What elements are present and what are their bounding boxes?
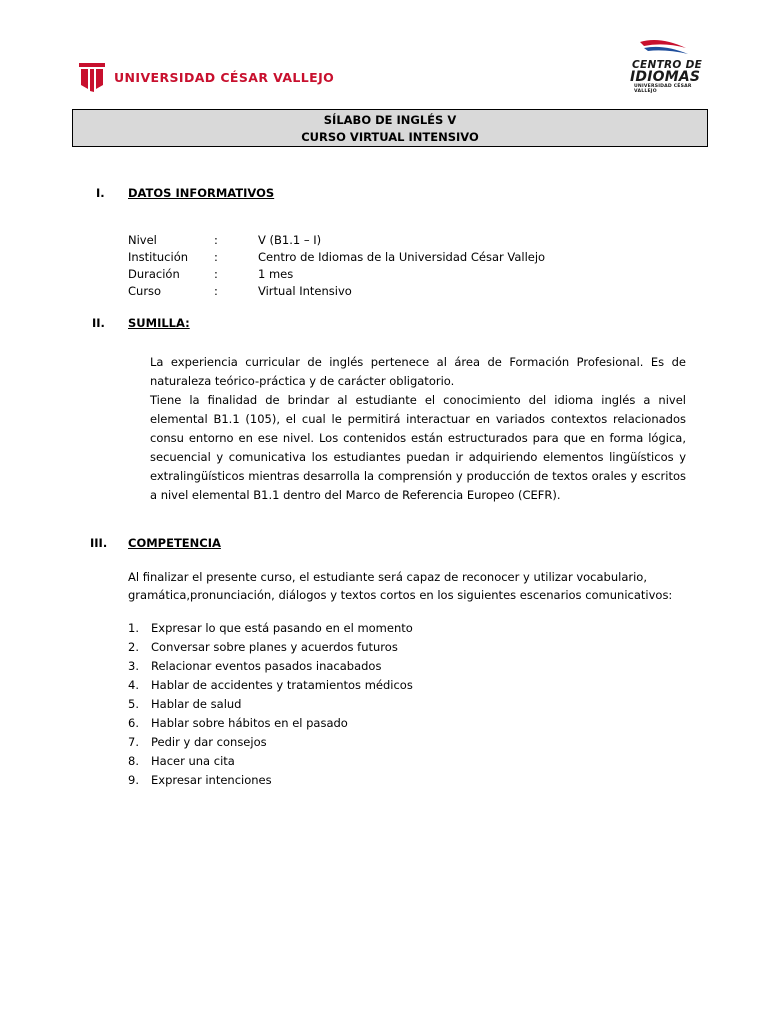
list-text: Hacer una cita [151,754,235,768]
info-colon: : [214,284,218,298]
section-number: II. [92,316,105,330]
info-value: 1 mes [258,267,294,281]
list-number: 6. [128,716,139,730]
list-text: Relacionar eventos pasados inacabados [151,659,382,673]
section-heading: DATOS INFORMATIVOS [128,186,275,200]
info-key: Institución [128,250,189,264]
list-text: Conversar sobre planes y acuerdos futuros [151,640,398,654]
section-heading: COMPETENCIA [128,536,221,550]
title-line-1: SÍLABO DE INGLÉS V [323,113,457,127]
ucv-name: UNIVERSIDAD CÉSAR VALLEJO [114,69,335,85]
list-text: Pedir y dar consejos [151,735,267,749]
list-number: 3. [128,659,139,673]
info-colon: : [214,233,218,247]
title-line-2: CURSO VIRTUAL INTENSIVO [301,130,479,144]
list-number: 4. [128,678,139,692]
info-value: Virtual Intensivo [258,284,352,298]
info-key: Duración [128,267,180,281]
info-key: Curso [128,284,162,298]
sumilla-text [150,353,686,505]
competencia-intro-text: Al finalizar el presente curso, el estudiante será capaz de reconocer y utilizar vocabulario, gramática,pronunciación, diálogos y textos cortos en los siguientes escenarios comunicativos: [128,570,673,602]
info-colon: : [214,267,218,281]
competencia-intro [128,568,688,604]
list-text: Hablar sobre hábitos en el pasado [151,716,348,730]
section-heading: SUMILLA: [128,316,190,330]
list-text: Hablar de accidentes y tratamientos médicos [151,678,413,692]
list-number: 7. [128,735,139,749]
sumilla-paragraph-1: La experiencia curricular de inglés pertenece al área de Formación Profesional. Es de naturaleza teórico-práctica y de carácter obligatorio. [150,355,686,388]
sumilla-paragraph-2: Tiene la finalidad de brindar al estudiante el conocimiento del idioma inglés a nivel elemental B1.1 (105), el cual le permitirá interactuar en variados contextos relacionados consu entorno en ese nivel. Los contenidos están estructurados para que en forma lógica, secuencial y comunicativa los estudiantes puedan ir adquiriendo elementos lingüísticos y extralingüísticos mientras desarrolla la comprensión y producción de textos orales y escritos a nivel elemental B1.1 dentro del Marco de Referencia Europeo (CEFR). [150,393,686,502]
swoosh-icon [630,38,700,60]
list-number: 5. [128,697,139,711]
list-text: Expresar lo que está pasando en el momento [151,621,413,635]
idiomas-text: IDIOMAS [630,69,701,85]
list-number: 1. [128,621,139,635]
ci-subtitle-text: UNIVERSIDAD CÉSAR VALLEJO [634,84,692,94]
centro-idiomas-logo [622,38,714,94]
ucv-logo [78,60,334,94]
list-text: Hablar de salud [151,697,242,711]
list-text: Expresar intenciones [151,773,272,787]
info-colon: : [214,250,218,264]
info-value: Centro de Idiomas de la Universidad César Vallejo [258,250,546,264]
section-number: I. [96,186,105,200]
section-number: III. [90,536,108,550]
document-title-box [72,109,708,147]
list-number: 9. [128,773,139,787]
ucv-shield-icon [78,61,106,93]
list-number: 2. [128,640,139,654]
info-value: V (B1.1 – I) [258,233,322,247]
info-key: Nivel [128,233,157,247]
centro-de-text: CENTRO DE [632,59,703,71]
list-number: 8. [128,754,139,768]
